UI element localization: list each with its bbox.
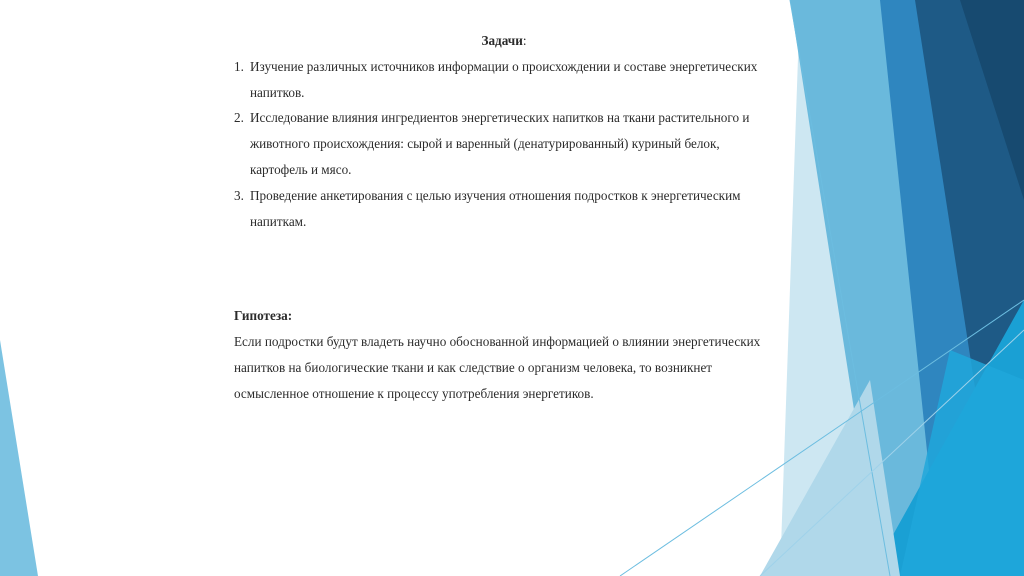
slide-content xyxy=(234,28,774,407)
task-item-3 xyxy=(234,183,774,235)
task-text: Исследование влияния ингредиентов энергетических напитков на ткани растительного и животного происхождения: сырой и варенный (денатурированный) куриный белок, картофель и мясо. xyxy=(250,110,750,177)
task-number: 3. xyxy=(234,187,244,203)
hypothesis-text: Если подростки будут владеть научно обоснованной информацией о влиянии энергетических напитков на биологические ткани и как следствие о организм человека, то возникнет осмысленное отношение к процессу употребления энергетиков. xyxy=(234,334,761,401)
hypothesis-heading: Гипотеза: xyxy=(234,308,293,324)
left-edge-triangle xyxy=(0,340,38,576)
task-item-1 xyxy=(234,54,774,106)
task-number: 2. xyxy=(234,110,244,126)
tasks-heading-colon: : xyxy=(522,33,527,48)
tasks-heading: Задачи xyxy=(481,33,523,48)
task-number: 1. xyxy=(234,58,244,74)
task-text: Изучение различных источников информации о происхождении и составе энергетических напитков. xyxy=(250,58,758,100)
task-item-2 xyxy=(234,105,774,182)
task-text: Проведение анкетирования с целью изучения отношения подростков к энергетическим напиткам. xyxy=(250,187,741,229)
tasks-heading-line xyxy=(234,28,774,54)
